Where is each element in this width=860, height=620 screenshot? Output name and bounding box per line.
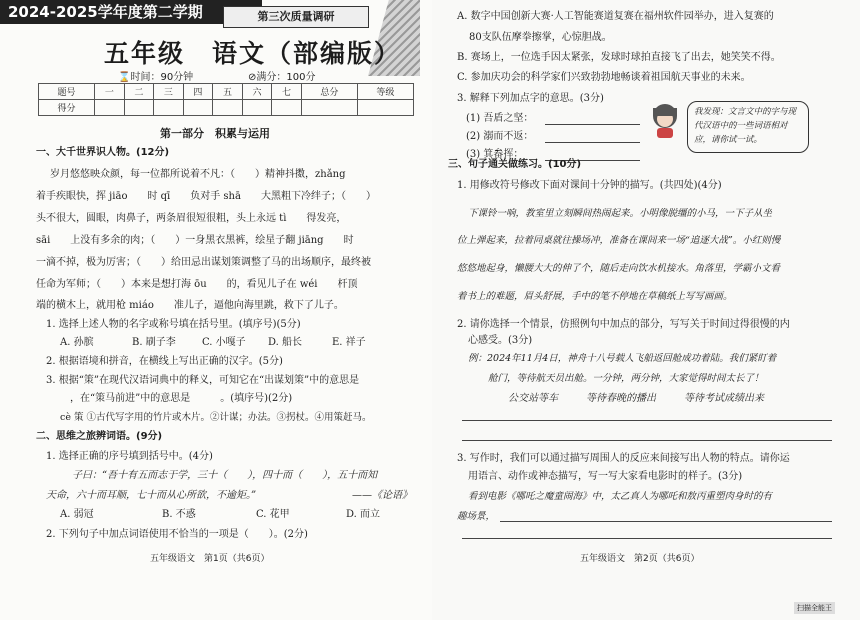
analects-quote: 天命，六十而耳顺，七十而从心所欲，不逾矩。” [46,490,257,501]
handwritten-passage: 位上弹起来，拉着同桌就往操场冲，准备在课间来一场“追逐大战”。小红则慢 [457,235,781,246]
choice-a-cont: 80支队伍摩拳擦掌，心惊胆战。 [469,32,612,43]
section2-q2: 2. 下列句子中加点词语使用不恰当的一项是（ ）。(2分) [46,529,308,540]
score-header: 六 [242,84,272,100]
answer-line[interactable] [462,420,832,421]
score-cell[interactable] [301,100,357,116]
score-header: 二 [124,84,154,100]
option-e: E. 祥子 [332,337,366,348]
scanner-watermark: 扫描全能王 [794,602,835,614]
answer-line[interactable] [545,142,640,143]
answer-line[interactable] [462,440,832,441]
section3-title: 三、句子通关做练习。(10分) [448,159,582,170]
full-marks: ⊘满分：100分 [248,72,316,83]
score-table [38,83,414,116]
score-cell[interactable] [272,100,302,116]
passage-line: 头不很大，圆眼，肉鼻子，两条眉很短很粗，头上永远 tì 得发亮， [36,213,347,224]
score-header: 四 [183,84,213,100]
score-row-label: 得分 [39,100,95,116]
question-3: 3. 根据“策”在现代汉语词典中的释义，可知它在“出谋划策”中的意思是 [46,375,360,386]
scene-option[interactable]: 等待考试成绩出来 [684,393,764,404]
score-cell[interactable] [242,100,272,116]
section3-q1: 1. 用修改符号修改下面对课间十分钟的描写。(共四处)(4分) [457,180,722,191]
handwritten-passage: 悠悠地起身，懒腰大大的伸了个，随后走向饮水机接水。角落里，学霸小文看 [457,263,781,274]
prompt-sentence: 趣场景， [457,511,496,522]
score-header: 五 [213,84,243,100]
section2-q1: 1. 选择正确的序号填到括号中。(4分) [46,451,213,462]
passage-line: 端的横木上，就用枪 miáo 准儿子，逼他向海里跳，救下了儿子。 [36,300,344,311]
option-d: D. 而立 [346,509,381,520]
semester-banner: 2024-2025学年度第二学期 [0,0,262,24]
passage-line: 一滴不掉，极为厉害；（ ）给田忌出谋划策调整了马的出场顺序，最终被 [36,257,371,268]
section3-q3: 3. 写作时，我们可以通过描写周围人的反应来间接写出人物的特点。请你运 [457,453,790,464]
explain-question: 3. 解释下列加点字的意思。(3分) [457,93,604,104]
choice-a: A. 数字中国创新大赛·人工智能赛道复赛在福州软件园举办，进入复赛的 [457,11,774,22]
question-3-cont: ，在“策马前进”中的意思是 。(填序号)(2分) [40,393,293,404]
option-c: C. 花甲 [256,509,290,520]
section3-q3-cont: 用语言、动作或神态描写，写一写大家看电影时的样子。(3分) [468,471,743,482]
question-1: 1. 选择上述人物的名字或称号填在括号里。(填序号)(5分) [46,319,301,330]
passage-line: sāi 上没有多余的肉；（ ）一身黑衣黑裤，绘星子翻 jiāng 时 [36,235,354,246]
choice-b: B. 赛场上，一位选手因太紧张，发球时球拍直接飞了出去，她笑笑不得。 [457,52,781,63]
score-cell[interactable] [124,100,154,116]
dictionary-entry: cè 策 ①古代写字用的竹片或木片。②计谋；办法。③拐杖。④用策赶马。 [60,412,372,423]
score-header: 七 [272,84,302,100]
score-cell[interactable] [357,100,413,116]
score-header: 等级 [357,84,413,100]
option-c: C. 小嘎子 [202,337,246,348]
scene-option[interactable]: 等待春晚的播出 [586,393,656,404]
option-b: B. 刷子李 [132,337,176,348]
passage-line: 着手疾眼快，挥 jiāo 时 qī 负对手 shā 大黑粗下冷绊子；（ ） [36,191,376,202]
grade-title: 五年级 语文（部编版） [104,39,402,68]
quote-source: ——《论语》 [352,490,412,501]
exam-name: 第三次质量调研 [223,6,369,28]
answer-line[interactable] [545,124,640,125]
tip-bubble: 我发现：文言文中的字与现代汉语中的一些词语相对应，请你试一试。 [687,101,809,153]
section1-title: 一、大千世界识人物。(12分) [36,147,170,158]
score-cell[interactable] [213,100,243,116]
scene-option[interactable]: 公交站等车 [508,393,558,404]
score-cell[interactable] [154,100,184,116]
handwritten-passage: 着书上的难题，眉头舒展，手中的笔不停地在草稿纸上写写画画。 [457,291,733,302]
section3-q2-cont: 心感受。(3分) [468,335,533,346]
option-b: B. 不惑 [162,509,196,520]
explain-item-3: (3) 箕畚挥： [466,149,524,160]
explain-item-2: (2) 溺而不返： [466,131,534,142]
choice-c: C. 参加庆功会的科学家们兴致勃勃地畅谈着祖国航天事业的未来。 [457,72,751,83]
example-sentence: 例：2024年11月4日，神舟十八号载人飞船返回舱成功着陆。我们紧盯着 [468,353,777,364]
passage-line: 任命为军师；（ ）本来是想打海 ōu 的，看见儿子在 wéi 杆顶 [36,279,358,290]
explain-item-1: (1) 吾盾之坚： [466,113,534,124]
option-a: A. 弱冠 [60,509,94,520]
girl-avatar-icon [648,100,682,140]
score-cell[interactable] [183,100,213,116]
section2-title: 二、思维之旅辨词语。(9分) [36,431,163,442]
part1-heading: 第一部分 积累与运用 [160,127,270,140]
answer-line[interactable] [462,538,832,539]
prompt-sentence: 看到电影《哪吒之魔童闹海》中，太乙真人为哪吒和敖丙重塑肉身时的有 [468,491,773,502]
page-footer: 五年级语文 第1页（共6页） [150,554,270,564]
score-header: 题号 [39,84,95,100]
passage-line: 岁月悠悠映众颜，每一位都所说着不凡：（ ）精神抖擞，zhǎng [50,169,346,180]
score-header: 总分 [301,84,357,100]
handwritten-passage: 下课铃一响，教室里立刻瞬间热闹起来。小明像脱缰的小马，一下子从坐 [468,208,773,219]
page-footer: 五年级语文 第2页（共6页） [580,554,700,564]
exam-time: ⌛时间：90分钟 [118,72,194,83]
score-cell[interactable] [95,100,125,116]
score-header: 一 [95,84,125,100]
example-sentence: 舱门，等待航天员出舱。一分钟，两分钟，大家觉得时间太长了！ [488,373,764,384]
option-a: A. 孙膑 [60,337,94,348]
answer-line[interactable] [500,521,832,522]
section3-q2: 2. 请你选择一个情景，仿照例句中加点的部分，写写关于时间过得很慢的内 [457,319,790,330]
question-2: 2. 根据语境和拼音，在横线上写出正确的汉字。(5分) [46,356,283,367]
score-header: 三 [154,84,184,100]
analects-quote: 子曰：“吾十有五而志于学，三十（ ），四十而（ ），五十而知 [72,470,378,481]
option-d: D. 船长 [268,337,303,348]
